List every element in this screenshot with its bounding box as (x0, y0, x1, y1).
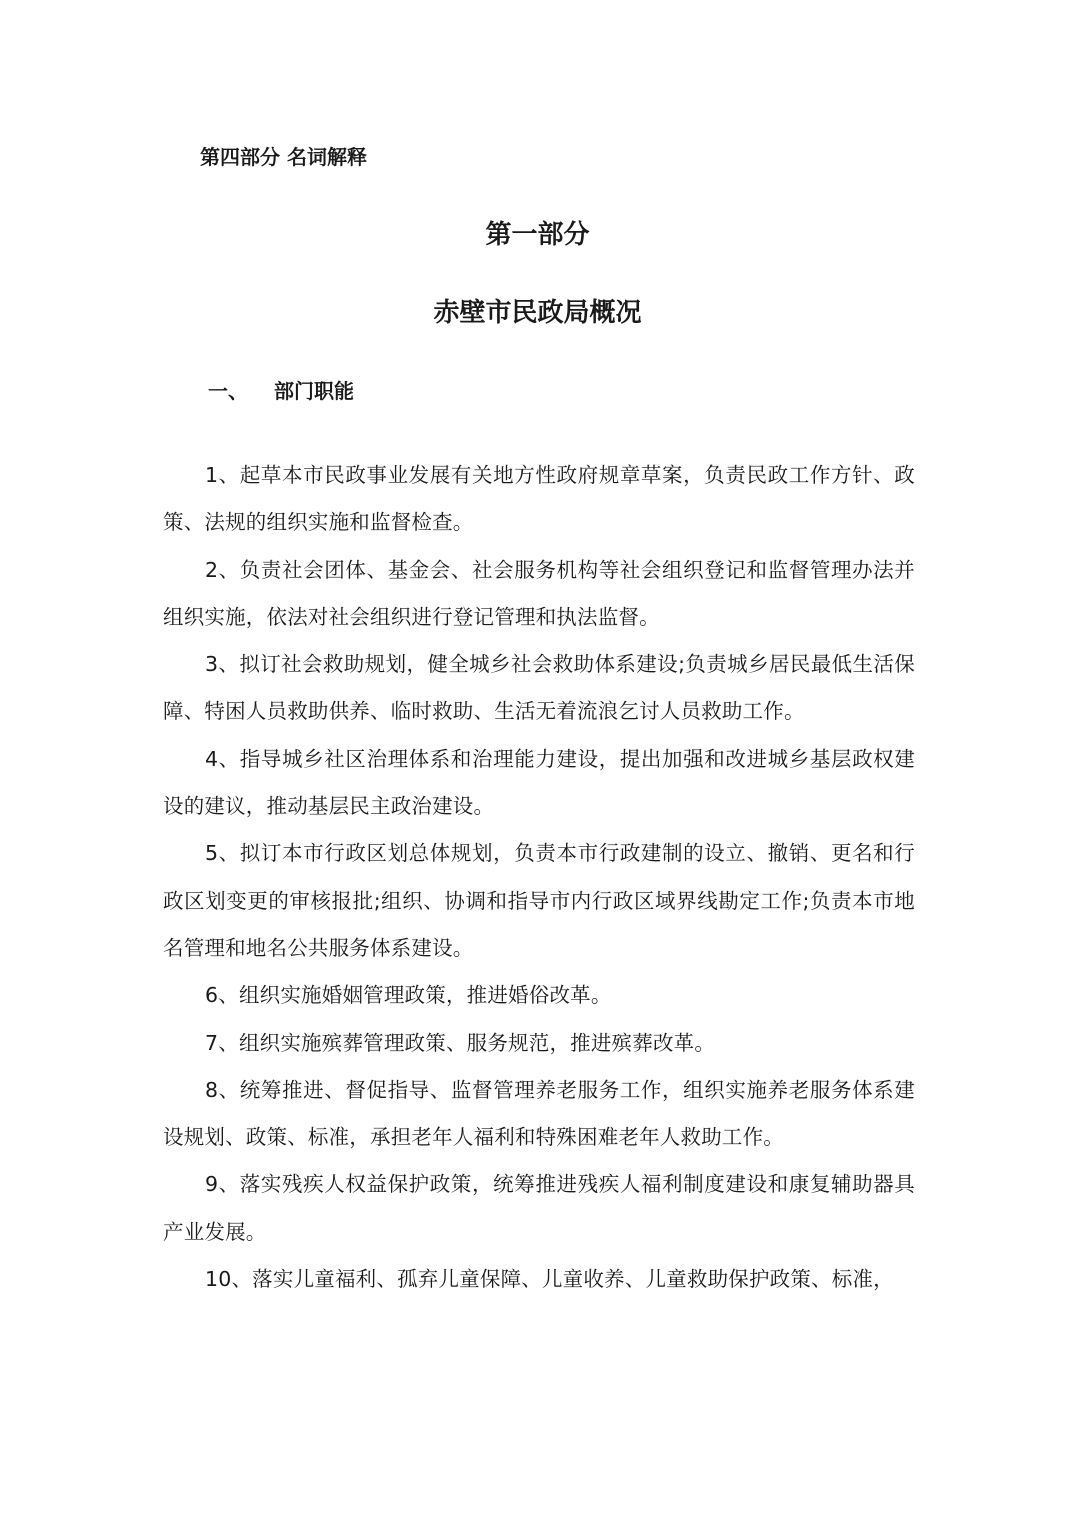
duty-paragraph-10: 10、落实儿童福利、孤弃儿童保障、儿童收养、儿童救助保护政策、标准， (205, 1267, 894, 1292)
document-title: 赤壁市民政局概况 (433, 298, 642, 328)
duty-paragraph-8: 8、统筹推进、督促指导、监督管理养老服务工作，组织实施养老服务体系建设规划、政策、标准，承担老年人福利和特殊困难老年人救助工作。 (163, 1077, 915, 1150)
duty-paragraph-6: 6、组织实施婚姻管理政策，推进婚俗改革。 (205, 983, 612, 1008)
duty-paragraph-7: 7、组织实施殡葬管理政策、服务规范，推进殡葬改革。 (205, 1030, 716, 1055)
part-title: 第一部分 (485, 220, 590, 250)
section-heading (208, 376, 354, 406)
duty-paragraph-2: 2、负责社会团体、基金会、社会服务机构等社会组织登记和监督管理办法并组织实施，依法对社会组织进行登记管理和执法监督。 (163, 557, 915, 629)
duty-paragraph-1: 1、起草本市民政事业发展有关地方性政府规章草案，负责民政工作方针、政策、法规的组织实施和监督检查。 (163, 463, 915, 535)
duty-paragraph-5: 5、拟订本市行政区划总体规划，负责本市行政建制的设立、撤销、更名和行政区划变更的审核报批;组织、协调和指导市内行政区域界线勘定工作;负责本市地名管理和地名公共服务体系建设。 (163, 841, 915, 960)
toc-entry: 第四部分 名词解释 (200, 145, 367, 169)
body-text (163, 452, 915, 1303)
section-number: 一、 (208, 379, 248, 403)
duty-paragraph-3: 3、拟订社会救助规划，健全城乡社会救助体系建设;负责城乡居民最低生活保障、特困人员救助供养、临时救助、生活无着流浪乞讨人员救助工作。 (163, 652, 915, 724)
duty-paragraph-4: 4、指导城乡社区治理体系和治理能力建设，提出加强和改进城乡基层政权建设的建议，推动基层民主政治建设。 (163, 746, 915, 819)
section-title: 部门职能 (274, 379, 354, 403)
duty-paragraph-9: 9、落实残疾人权益保护政策，统筹推进残疾人福利制度建设和康复辅助器具产业发展。 (163, 1172, 915, 1244)
